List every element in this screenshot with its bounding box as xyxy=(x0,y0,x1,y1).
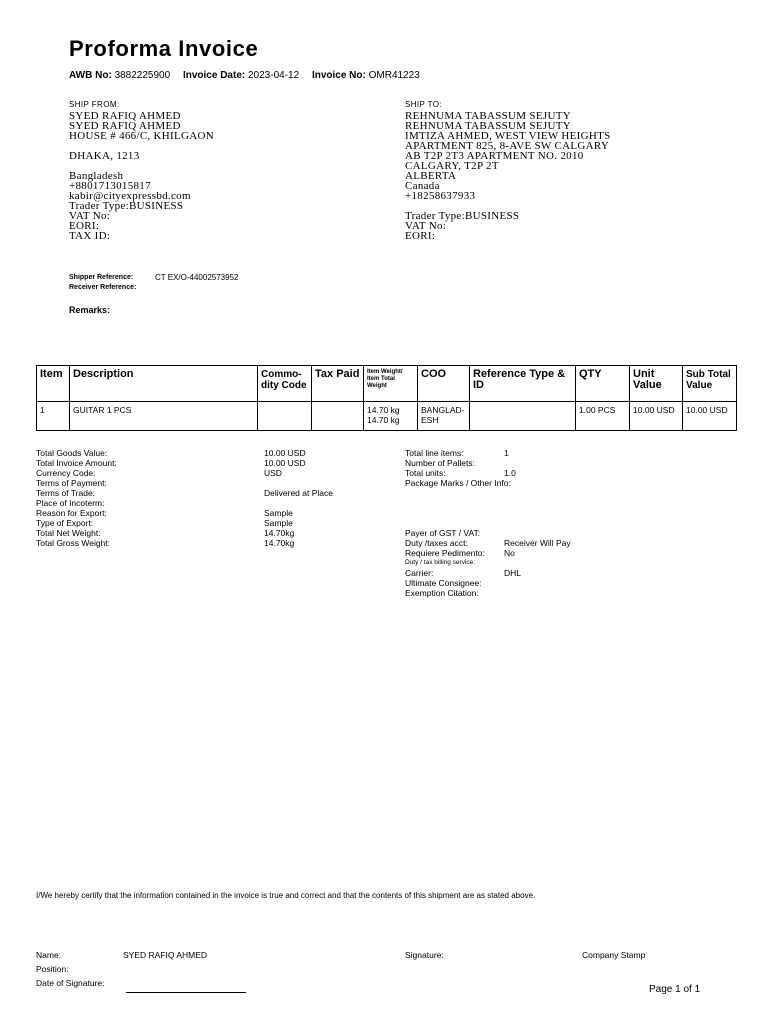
summary-value: 1.0 xyxy=(504,468,516,478)
column-header: Commo-dity Code xyxy=(258,366,312,402)
ship-from-line: SYED RAFIQ AHMED xyxy=(69,110,181,122)
summary-label: Currency Code: xyxy=(36,468,96,478)
summary-label: Terms of Payment: xyxy=(36,478,107,488)
summary-right-bottom-labels xyxy=(405,528,485,598)
summary-label: Total line items: xyxy=(405,448,464,458)
remarks-label: Remarks: xyxy=(69,305,111,315)
page-number: Page 1 of 1 xyxy=(649,984,701,995)
summary-label: Terms of Trade: xyxy=(36,488,96,498)
invoice-date-value: 2023-04-12 xyxy=(248,70,300,81)
summary-label: Total Invoice Amount: xyxy=(36,458,117,468)
summary-label: Payer of GST / VAT: xyxy=(405,528,481,538)
column-header: Unit Value xyxy=(630,366,683,402)
invoice-number-label: Invoice No: xyxy=(311,70,366,81)
awb-value: 3882225900 xyxy=(114,70,171,81)
summary-label: Total Goods Value: xyxy=(36,448,108,458)
column-header: Tax Paid xyxy=(312,366,364,402)
ship-from-line: SYED RAFIQ AHMED xyxy=(69,120,181,132)
summary-value: Sample xyxy=(264,518,293,528)
summary-label: Exemption Citation: xyxy=(405,588,479,598)
summary-value: No xyxy=(504,548,515,558)
ship-to-line: Canada xyxy=(405,180,440,192)
position-label: Position: xyxy=(36,964,69,974)
summary-right-top-values xyxy=(504,448,516,488)
summary-value xyxy=(504,528,571,538)
table-cell: BANGLAD-ESH xyxy=(418,402,470,431)
summary-label: Ultimate Consignee: xyxy=(405,578,482,588)
column-header: COO xyxy=(418,366,470,402)
table-cell xyxy=(312,402,364,431)
name-value: SYED RAFIQ AHMED xyxy=(123,950,208,960)
summary-label: Place of Incoterm: xyxy=(36,498,105,508)
ship-from-line: kabir@cityexpressbd.com xyxy=(69,190,191,202)
certification-statement: I/We hereby certify that the information contained in the invoice is true and correct and that the contents of this shipment are as stated above. xyxy=(36,891,536,900)
summary-value xyxy=(504,458,516,468)
summary-value: 1 xyxy=(504,448,509,458)
summary-value: 14.70kg xyxy=(264,528,295,538)
invoice-meta xyxy=(69,70,420,81)
ship-to-line: VAT No: xyxy=(405,220,447,232)
table-cell: 1 xyxy=(37,402,70,431)
summary-label: Total Gross Weight: xyxy=(36,538,111,548)
table-cell: 14.70 kg 14.70 kg xyxy=(364,402,418,431)
ship-to-line: AB T2P 2T3 APARTMENT NO. 2010 xyxy=(405,150,584,162)
summary-value xyxy=(264,498,333,508)
ship-to-line: REHNUMA TABASSUM SEJUTY xyxy=(405,120,571,132)
summary-right-top-labels xyxy=(405,448,511,488)
name-label: Name: xyxy=(36,950,62,960)
ship-from-line: TAX ID: xyxy=(69,230,111,242)
ship-to-line: APARTMENT 825, 8-AVE SW CALGARY xyxy=(405,140,610,152)
summary-value: Sample xyxy=(264,508,293,518)
ship-from-line: Bangladesh xyxy=(69,170,124,182)
ship-to-line: IMTIZA AHMED, WEST VIEW HEIGHTS xyxy=(405,130,611,142)
table-cell: 10.00 USD xyxy=(683,402,737,431)
ship-from-line: HOUSE # 466/C, KHILGAON xyxy=(69,130,215,142)
awb-label: AWB No: xyxy=(69,70,112,81)
table-cell: 10.00 USD xyxy=(630,402,683,431)
summary-label: Duty / tax billing service: xyxy=(405,559,476,566)
ship-from-line: DHAKA, 1213 xyxy=(69,150,140,162)
summary-value: 10.00 USD xyxy=(264,458,306,468)
ship-from-label: SHIP FROM: xyxy=(69,100,120,109)
summary-value xyxy=(504,558,571,568)
ship-to-address xyxy=(405,111,611,241)
summary-value: 10.00 USD xyxy=(264,448,306,458)
date-signature-line xyxy=(126,992,246,993)
summary-label: Package Marks / Other Info: xyxy=(405,478,511,488)
ship-to-line: EORI: xyxy=(405,230,436,242)
summary-value xyxy=(504,478,516,488)
column-header: Item xyxy=(37,366,70,402)
column-header: Description xyxy=(70,366,258,402)
signature-label: Signature: xyxy=(405,950,444,960)
receiver-reference-label: Receiver Reference: xyxy=(69,284,137,291)
summary-value: DHL xyxy=(504,568,522,578)
summary-label: Total units: xyxy=(405,468,446,478)
summary-value: 14.70kg xyxy=(264,538,295,548)
column-header: Reference Type & ID xyxy=(470,366,576,402)
summary-right-bottom-values xyxy=(504,528,571,598)
summary-label: Requiere Pedimento: xyxy=(405,548,485,558)
table-cell xyxy=(470,402,576,431)
summary-value xyxy=(504,578,571,588)
items-table xyxy=(36,365,737,431)
summary-left-values xyxy=(264,448,333,548)
column-header: QTY xyxy=(576,366,630,402)
date-of-signature-label: Date of Signature: xyxy=(36,978,105,988)
column-header: Sub Total Value xyxy=(683,366,737,402)
summary-label: Type of Export: xyxy=(36,518,94,528)
ship-to-line: +18258637933 xyxy=(405,190,476,202)
ship-to-line: ALBERTA xyxy=(405,170,457,182)
table-header-row xyxy=(37,366,737,402)
shipper-reference-label: Shipper Reference: xyxy=(69,274,134,281)
summary-value xyxy=(504,588,571,598)
table-cell xyxy=(258,402,312,431)
summary-value xyxy=(264,478,333,488)
summary-label: Duty /taxes acct: xyxy=(405,538,468,548)
ship-to-line: CALGARY, T2P 2T xyxy=(405,160,499,172)
summary-left-labels xyxy=(36,448,117,548)
summary-label: Number of Pallets: xyxy=(405,458,475,468)
ship-to-label: SHIP TO: xyxy=(405,100,442,109)
ship-from-line: Trader Type:BUSINESS xyxy=(69,200,184,212)
shipper-reference-value: CT EX/O-44002573952 xyxy=(155,273,239,282)
ship-from-line: +8801713015817 xyxy=(69,180,151,192)
ship-from-line: EORI: xyxy=(69,220,100,232)
ship-from-line: VAT No: xyxy=(69,210,111,222)
table-cell: 1.00 PCS xyxy=(576,402,630,431)
column-header: Item Weight/ Item Total Weight xyxy=(364,366,418,402)
ship-from-address xyxy=(69,111,214,241)
summary-label: Carrier: xyxy=(405,568,434,578)
ship-to-line: REHNUMA TABASSUM SEJUTY xyxy=(405,110,571,122)
company-stamp-label: Company Stamp xyxy=(582,950,646,960)
summary-value: USD xyxy=(264,468,282,478)
table-cell: GUITAR 1 PCS xyxy=(70,402,258,431)
summary-label: Total Net Weight: xyxy=(36,528,101,538)
summary-value: Delivered at Place xyxy=(264,488,333,498)
page-title: Proforma Invoice xyxy=(69,36,259,61)
invoice-date-label: Invoice Date: xyxy=(182,70,246,81)
summary-label: Reason for Export: xyxy=(36,508,107,518)
summary-value: Receiver Will Pay xyxy=(504,538,571,548)
table-row xyxy=(37,402,737,431)
ship-to-line: Trader Type:BUSINESS xyxy=(405,210,520,222)
invoice-number-value: OMR41223 xyxy=(368,70,420,81)
